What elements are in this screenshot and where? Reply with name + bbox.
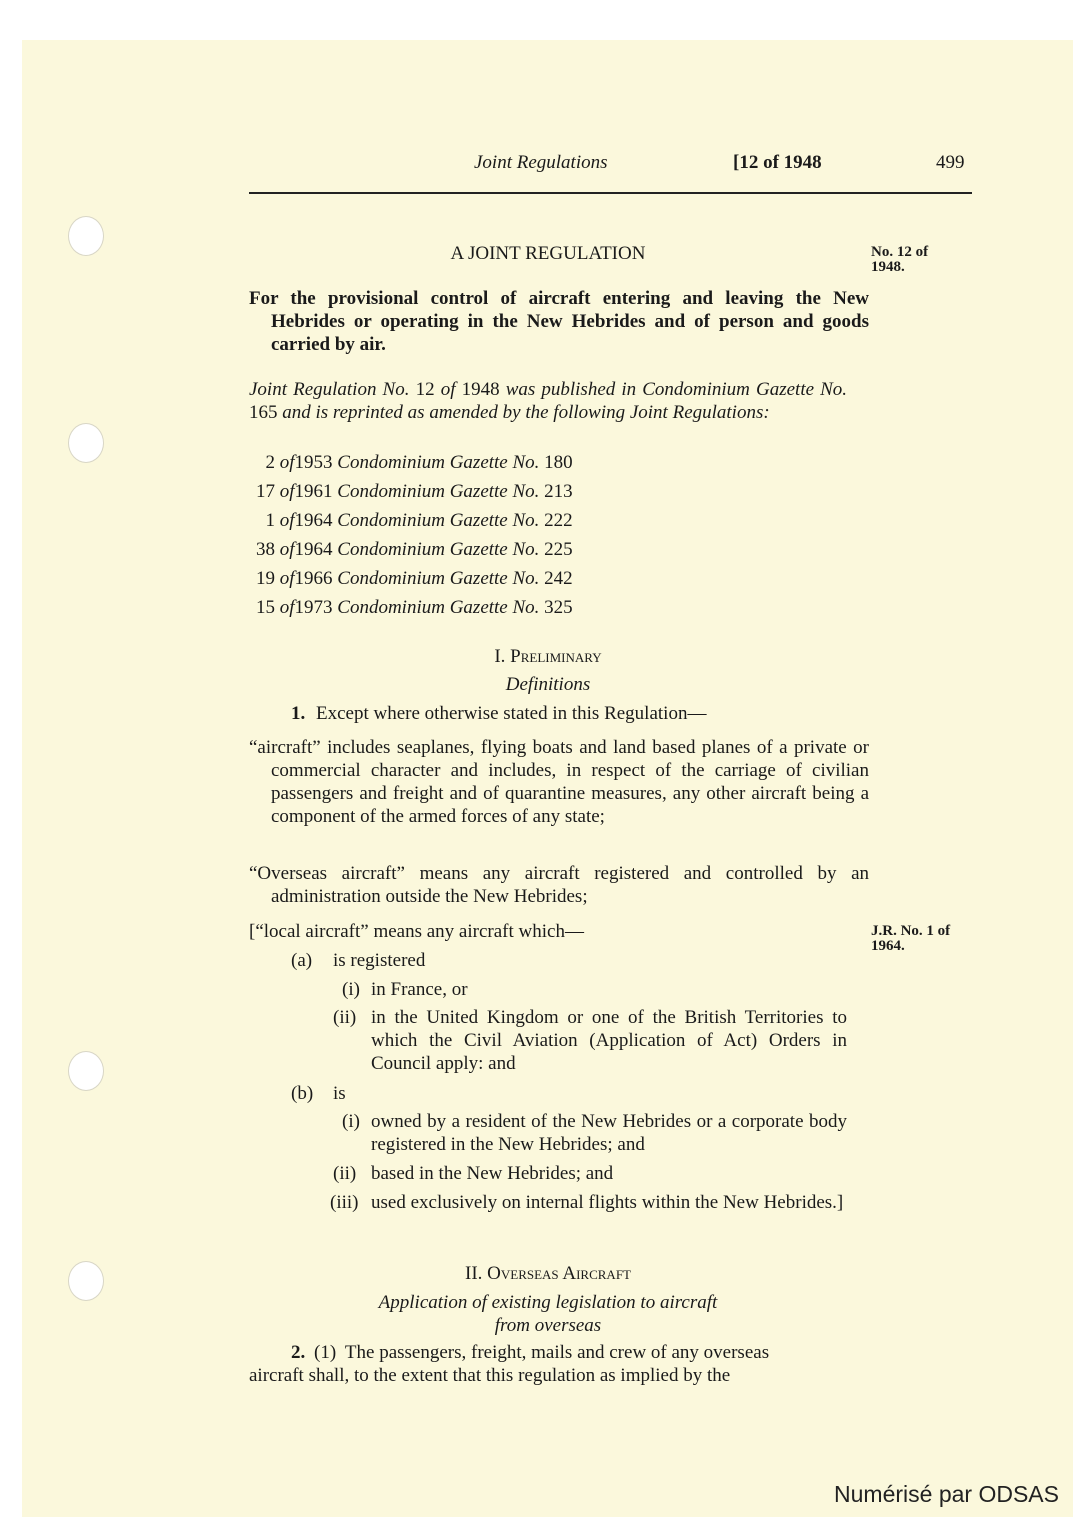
- definition-aircraft: “aircraft” includes seaplanes, flying boats and land based planes of a private or commercial character and includes, in respect of the carriage of civilian passengers and freight and of quarantine measures, any other aircraft being a component of the armed forces of any state;: [249, 737, 869, 827]
- jr-prefix: Joint Regulation No.: [249, 379, 410, 400]
- amendment-row: 38 of1964 Condominium Gazette No. 225: [249, 539, 573, 561]
- long-title: For the provisional control of aircraft entering and leaving the New Hebrides or operating in the New Hebrides and of person and goods carried by air.: [249, 288, 869, 355]
- margin-note-amendment: J.R. No. 1 of 1964.: [871, 923, 951, 954]
- clause-a-label: (a): [291, 950, 313, 971]
- clause-b-i-text: owned by a resident of the New Hebrides or a corporate body registered in the New Hebrides; and: [371, 1111, 847, 1155]
- document-title: A JOINT REGULATION: [450, 243, 646, 264]
- was-published: was published in: [505, 379, 637, 400]
- amendment-year: 1966: [294, 568, 333, 589]
- reprinted-text: and is reprinted as amended by the following Joint Regulations:: [282, 402, 770, 423]
- part-2-numeral: II.: [465, 1263, 483, 1284]
- amendment-year: 1973: [294, 597, 333, 618]
- part-1-numeral: I.: [494, 646, 506, 667]
- definition-overseas-aircraft: “Overseas aircraft” means any aircraft registered and controlled by an administration outside the New Hebrides;: [249, 863, 869, 907]
- amendment-row: 1 of1964 Condominium Gazette No. 222: [249, 510, 573, 532]
- amendment-gazette-number: 225: [544, 539, 573, 560]
- amendment-row: 15 of1973 Condominium Gazette No. 325: [249, 597, 573, 619]
- header-rule: [249, 192, 972, 194]
- publication-note: [249, 378, 847, 424]
- amendment-number: 19: [256, 568, 275, 589]
- clause-a-ii-text: in the United Kingdom or one of the British Territories to which the Civil Aviation (Application of Act) Orders in Council apply: and: [371, 1007, 847, 1074]
- amendment-year: 1953: [294, 452, 333, 473]
- part-2-subheading-line2: from overseas: [494, 1315, 602, 1336]
- amendment-gazette-number: 242: [544, 568, 573, 589]
- clause-b-iii-label: (iii): [330, 1192, 359, 1213]
- gazette-number: 165: [249, 402, 278, 423]
- binder-hole: [68, 1261, 104, 1301]
- clause-a-i-label: (i): [342, 979, 360, 1000]
- amendment-year: 1961: [294, 481, 333, 502]
- section-2-number: 2.: [291, 1342, 306, 1363]
- section-1-intro-text: Except where otherwise stated in this Regulation—: [316, 703, 707, 724]
- clause-a-text: is registered: [333, 950, 426, 971]
- clause-a-ii-label: (ii): [333, 1007, 357, 1028]
- amendment-number: 2: [265, 452, 275, 473]
- amendment-gazette: Condominium Gazette No.: [337, 539, 540, 560]
- jr-year: 1948: [461, 379, 500, 400]
- gazette-name: Condominium Gazette No.: [642, 379, 848, 400]
- amendment-gazette-number: 222: [544, 510, 573, 531]
- margin-note-regulation-number: No. 12 of 1948.: [871, 244, 929, 275]
- amendment-year: 1964: [294, 510, 333, 531]
- regulation-ref: [12 of 1948: [733, 152, 822, 173]
- part-2-title: Overseas Aircraft: [487, 1263, 631, 1284]
- section-1-intro: [291, 702, 706, 725]
- amendment-gazette: Condominium Gazette No.: [337, 510, 540, 531]
- section-2-text-line1: The passengers, freight, mails and crew of any overseas: [344, 1342, 770, 1363]
- amendment-gazette-number: 325: [544, 597, 573, 618]
- part-1-title: Preliminary: [510, 646, 602, 667]
- clause-b-ii-text: based in the New Hebrides; and: [371, 1163, 614, 1184]
- amendment-year: 1964: [294, 539, 333, 560]
- part-2-subheading-line1: Application of existing legislation to aircraft: [378, 1292, 718, 1313]
- clause-b-iii-text: used exclusively on internal flights within the New Hebrides.]: [371, 1192, 844, 1213]
- amendment-gazette: Condominium Gazette No.: [337, 568, 540, 589]
- amendment-number: 17: [256, 481, 275, 502]
- part-1-heading: [249, 645, 847, 668]
- amendment-gazette: Condominium Gazette No.: [337, 452, 540, 473]
- clause-b-ii-label: (ii): [333, 1163, 357, 1184]
- binder-hole: [68, 1051, 104, 1091]
- running-title: Joint Regulations: [474, 152, 608, 173]
- amendment-gazette: Condominium Gazette No.: [337, 597, 540, 618]
- binder-hole: [68, 423, 104, 463]
- jr-number: 12: [415, 379, 435, 400]
- amendment-gazette-number: 180: [544, 452, 573, 473]
- clause-b-text: is: [333, 1083, 346, 1104]
- amendment-gazette: Condominium Gazette No.: [337, 481, 540, 502]
- part-1-subheading: Definitions: [505, 674, 591, 695]
- part-2-heading: [249, 1262, 847, 1285]
- amendment-row: 19 of1966 Condominium Gazette No. 242: [249, 568, 573, 590]
- clause-a-i-text: in France, or: [371, 979, 468, 1000]
- page-number: 499: [936, 152, 965, 173]
- section-2-subsection: (1): [314, 1342, 337, 1363]
- amendment-gazette-number: 213: [544, 481, 573, 502]
- of-word: of: [440, 379, 456, 400]
- amendment-number: 38: [256, 539, 275, 560]
- amendment-number: 15: [256, 597, 275, 618]
- clause-b-label: (b): [291, 1083, 314, 1104]
- binder-hole: [68, 216, 104, 256]
- section-2-text-line2: aircraft shall, to the extent that this regulation as implied by the: [249, 1365, 731, 1386]
- clause-b-i-label: (i): [342, 1111, 360, 1132]
- amendment-row: 2 of1953 Condominium Gazette No. 180: [249, 452, 573, 474]
- definition-local-aircraft: [“local aircraft” means any aircraft which—: [249, 921, 584, 942]
- amendment-row: 17 of1961 Condominium Gazette No. 213: [249, 481, 573, 503]
- section-1-number: 1.: [291, 703, 306, 724]
- section-2-line1: [291, 1341, 769, 1364]
- digitization-credit: Numérisé par ODSAS: [834, 1481, 1059, 1507]
- amendment-number: 1: [265, 510, 275, 531]
